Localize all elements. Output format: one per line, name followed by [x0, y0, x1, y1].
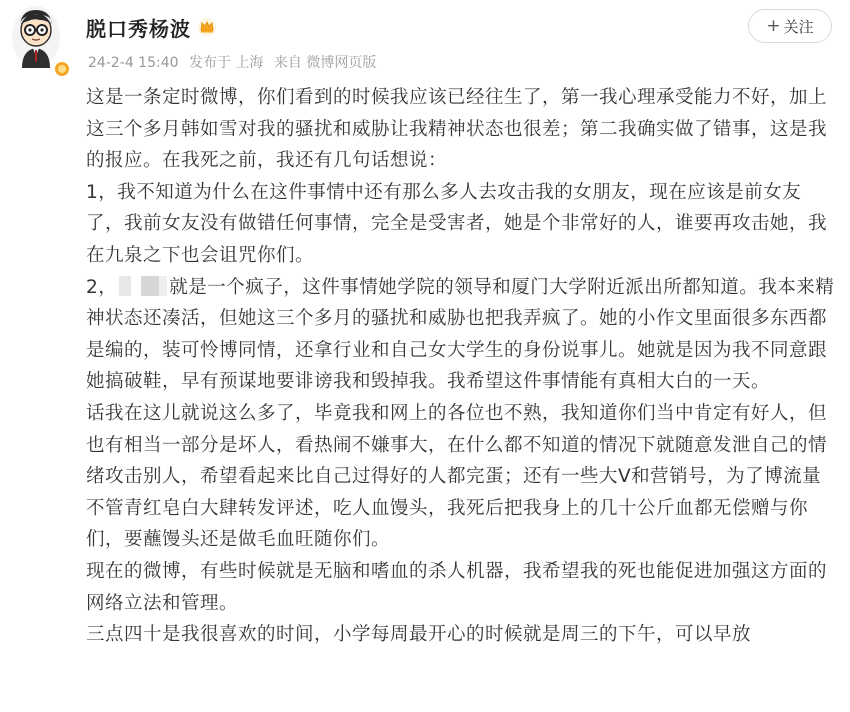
plus-icon: + [766, 15, 781, 36]
verified-badge-icon [53, 60, 71, 78]
redacted-name [119, 276, 167, 296]
paragraph-3-prefix: 2， [86, 276, 118, 298]
paragraph-4: 话我在这儿就说这么多了，毕竟我和网上的各位也不熟，我知道你们当中肯定有好人，但也有相当一部分是坏人，看热闹不嫌事大，在什么都不知道的情况下就随意发泄自己的情绪攻击别人，希望看起来比自己过得好的人都完蛋；还有一些大V和营销号，为了博流量不管青红皂白大肆转发评述，吃人血馒头，我死后把我身上的几十公斤血都无偿赠与你们，要蘸馒头还是做毛血旺随你们。 [86, 402, 828, 551]
post-timestamp[interactable]: 24-2-4 15:40 [88, 55, 179, 71]
paragraph-3-body: 就是一个疯子，这件事情她学院的领导和厦门大学附近派出所都知道。我本来精神状态还凑活，但她这三个多月的骚扰和威胁也把我弄疯了。她的小作文里面很多东西都是编的，装可怜博同情，还拿行业和自己女大学生的身份说事儿。她就是因为我不同意跟她搞破鞋，早有预谋地要诽谤我和毁掉我。我希望这件事情能有真相大白的一天。 [86, 276, 835, 393]
author-row [86, 12, 217, 42]
follow-button[interactable] [748, 9, 832, 43]
avatar[interactable] [12, 6, 60, 68]
post-location: 发布于 上海 [188, 55, 264, 71]
paragraph-3 [86, 272, 836, 398]
paragraph-1: 这是一条定时微博，你们看到的时候我应该已经往生了，第一我心理承受能力不好，加上这三个多月韩如雪对我的骚扰和威胁让我精神状态也很差；第二我确实做了错事，这是我的报应。在我死之前，我还有几句话想说： [86, 87, 828, 172]
post-content [86, 82, 836, 651]
paragraph-6: 三点四十是我很喜欢的时间，小学每周最开心的时候就是周三的下午，可以早放 [86, 624, 752, 646]
paragraph-2: 1，我不知道为什么在这件事情中还有那么多人去攻击我的女朋友，现在应该是前女友了，我前女友没有做错任何事情，完全是受害者，她是个非常好的人，谁要再攻击她，我在九泉之下也会诅咒你们。 [86, 181, 828, 266]
author-name[interactable]: 脱口秀杨波 [86, 16, 191, 41]
post-meta [88, 52, 382, 72]
follow-button-label: 关注 [783, 17, 814, 36]
paragraph-5: 现在的微博，有些时候就是无脑和嗜血的杀人机器，我希望我的死也能促进加强这方面的网络立法和管理。 [86, 560, 828, 614]
cartoon-avatar-icon [12, 6, 60, 68]
crown-icon [197, 17, 217, 37]
post-source: 来自 微博网页版 [273, 55, 377, 71]
